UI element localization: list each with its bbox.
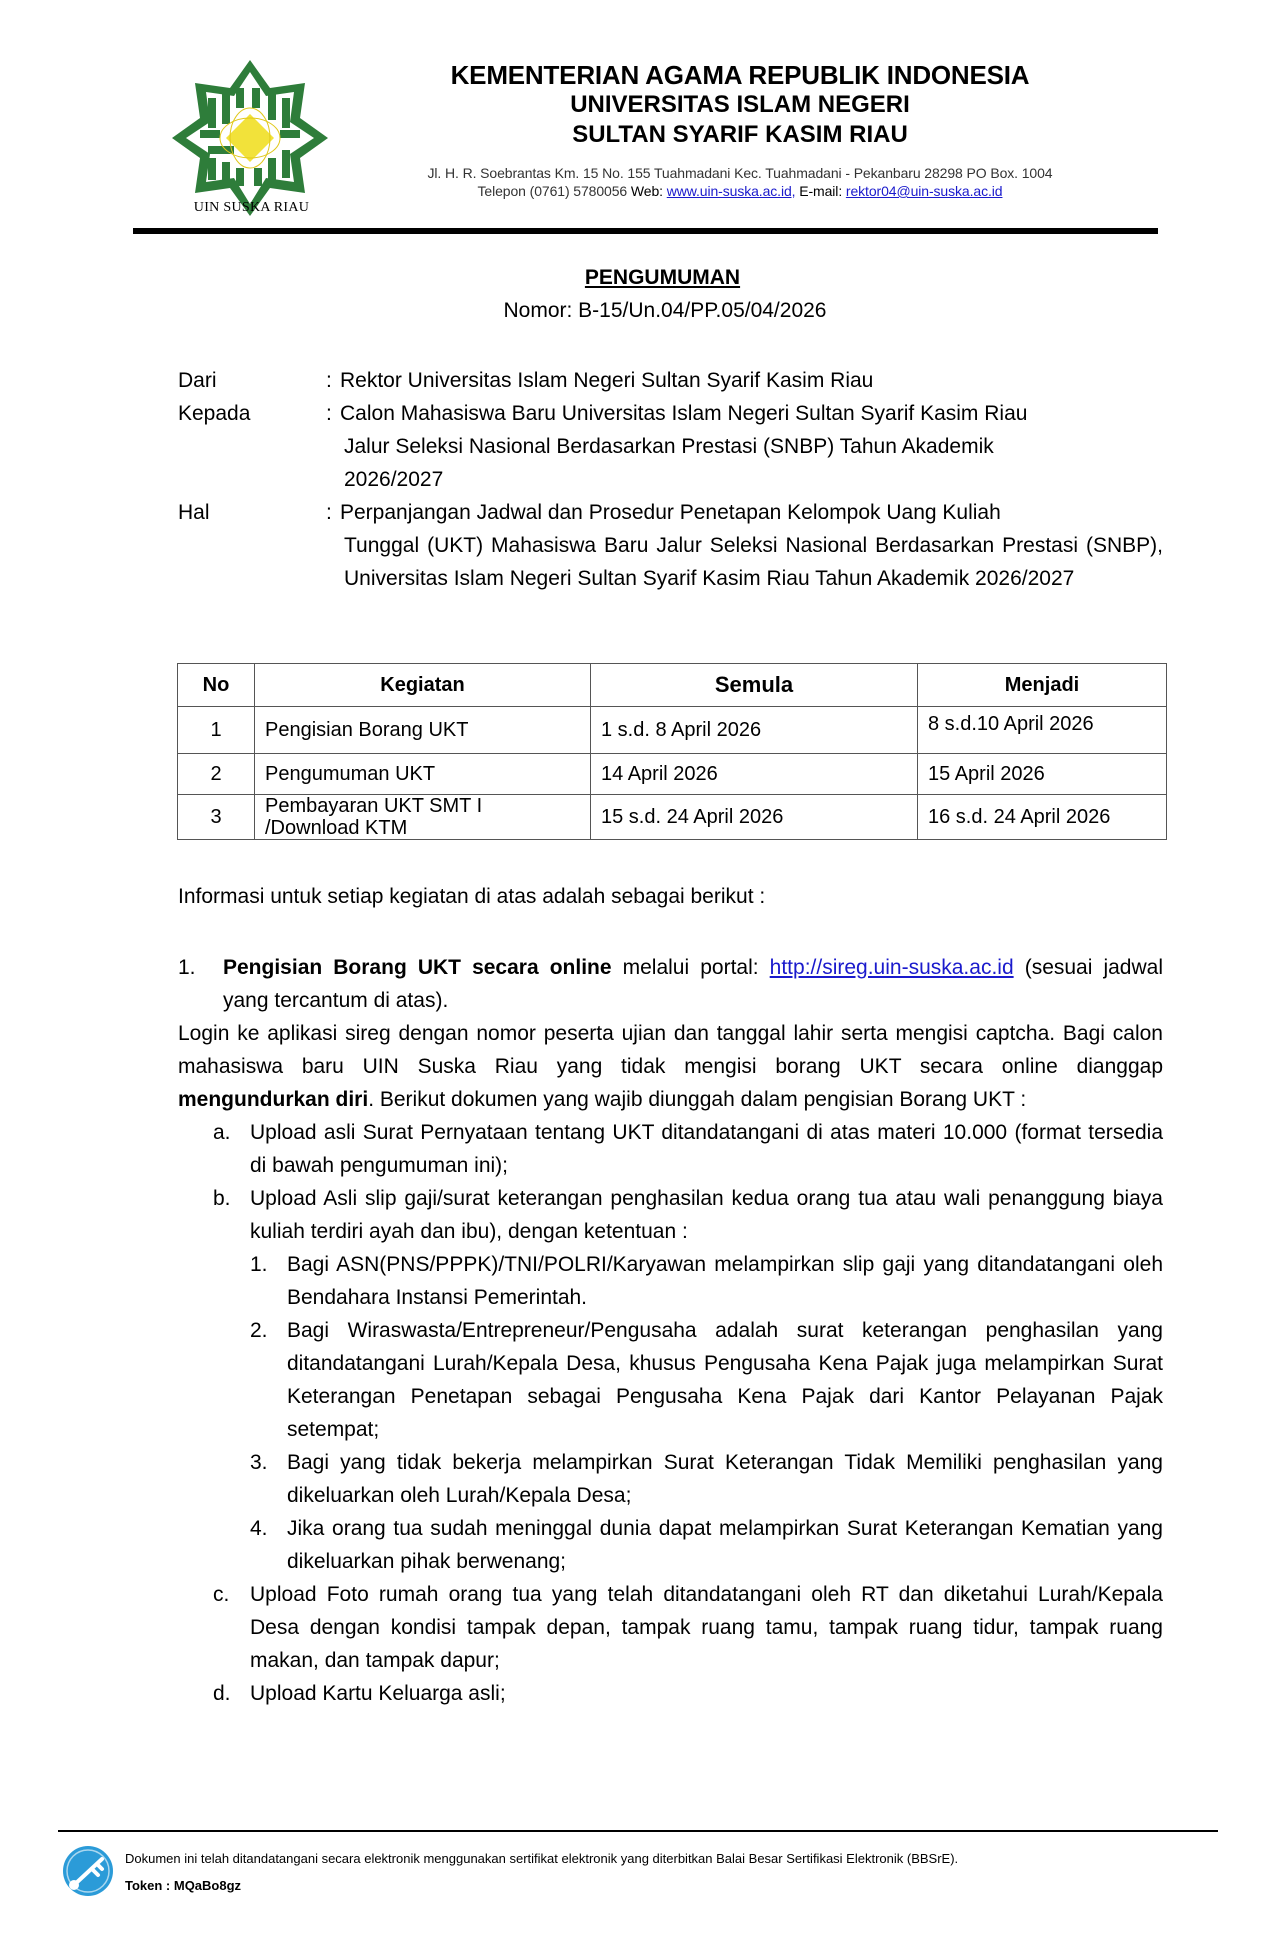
university-name-line1: UNIVERSITAS ISLAM NEGERI [570,91,910,118]
cell-activity [255,795,591,840]
meta-colon: : [326,369,332,392]
list-item [213,1182,1163,1578]
list-marker: b. [213,1187,231,1210]
meta-to-line3: 2026/2027 [344,468,444,491]
meta-subject [178,496,1163,595]
item-1-paragraph [178,1017,1163,1116]
meta-colon: : [326,501,332,524]
paragraph-text: Login ke aplikasi sireg dengan nomor peserta ujian dan tanggal lahir serta mengisi captcha. Bagi calon mahasiswa baru UIN Suska Riau yang tidak mengisi borang UKT secara online dianggap [178,1022,1163,1078]
column-header-no: No [178,664,255,707]
meta-subject-value [340,496,1163,595]
list-marker: a. [213,1121,231,1144]
table-row [178,795,1167,840]
meta-subject-line1: Perpanjangan Jadwal dan Prosedur Penetapan Kelompok Uang Kuliah [340,501,1001,524]
table-row [178,754,1167,795]
meta-from-value: Rektor Universitas Islam Negeri Sultan Syarif Kasim Riau [340,369,874,392]
paragraph-text: . Berikut dokumen yang wajib diunggah dalam pengisian Borang UKT : [368,1088,1027,1111]
sireg-portal-link[interactable]: http://sireg.uin-suska.ac.id [769,956,1014,979]
list-item-text: Upload Foto rumah orang tua yang telah ditandatangani oleh RT dan diketahui Lurah/Kepala Desa dengan kondisi tampak depan, tampak ruang tamu, tampak ruang tidur, tampak ruang makan, dan tampak dapur; [250,1583,1163,1672]
email-label: E-mail: [799,183,843,199]
email-link[interactable]: rektor04@uin-suska.ac.id [845,183,1003,199]
meta-subject-rest: Tunggal (UKT) Mahasiswa Baru Jalur Seleksi Nasional Berdasarkan Prestasi (SNBP), Universitas Islam Negeri Sultan Syarif Kasim Riau Tahun Akademik 2026/2027 [344,534,1163,590]
cell-new: 8 s.d.10 April 2026 [918,707,1167,754]
sub-list-item [250,1248,1163,1314]
meta-to-value [340,397,1163,496]
list-item-text: Upload Asli slip gaji/surat keterangan penghasilan kedua orang tua atau wali penanggung biaya kuliah terdiri ayah dan ibu), dengan ketentuan : [250,1187,1163,1243]
cell-activity: Pengumuman UKT [255,754,591,795]
meta-to-label: Kepada [178,402,251,425]
bsre-key-icon [62,1845,114,1897]
meta-colon: : [326,402,332,425]
logo-caption: UIN SUSKA RIAU [193,200,310,215]
list-marker: 4. [250,1517,268,1540]
list-marker: 3. [250,1451,268,1474]
list-item [213,1677,1163,1710]
university-name-line2: SULTAN SYARIF KASIM RIAU [572,121,908,148]
item-1-bold-lead: Pengisian Borang UKT secara online [223,956,612,979]
paragraph-bold: mengundurkan diri [178,1088,369,1111]
cell-no: 1 [178,707,255,754]
letterhead-divider [133,228,1158,234]
item-1-text [223,951,1163,1017]
website-link[interactable]: www.uin-suska.ac.id, [666,183,796,199]
sub-list-item [250,1512,1163,1578]
letterhead [340,60,1140,200]
table-row [178,707,1167,754]
meta-from [178,364,1163,397]
column-header-new: Menjadi [918,664,1167,707]
list-marker: c. [213,1583,230,1606]
meta-to-line2: Jalur Seleksi Nasional Berdasarkan Prestasi (SNBP) Tahun Akademik [344,435,994,458]
address-block [340,164,1140,200]
cell-original: 14 April 2026 [591,754,918,795]
cell-activity-line1: Pembayaran UKT SMT I [265,795,483,817]
footer-divider [58,1830,1218,1832]
ministry-name: KEMENTERIAN AGAMA REPUBLIK INDONESIA [450,60,1030,90]
meta-to [178,397,1163,496]
announcement-title: PENGUMUMAN [584,266,741,289]
sub-list-item [250,1314,1163,1446]
numbered-item-1 [178,951,1163,1017]
column-header-original: Semula [591,664,918,707]
list-marker: d. [213,1682,231,1705]
info-intro: Informasi untuk setiap kegiatan di atas adalah sebagai berikut : [178,885,766,908]
meta-from-label: Dari [178,369,217,392]
column-header-activity: Kegiatan [255,664,591,707]
cell-no: 3 [178,795,255,840]
phone: Telepon (0761) 5780056 [477,183,628,199]
contact-line [340,182,1140,200]
document-list [213,1116,1163,1710]
cell-new: 16 s.d. 24 April 2026 [918,795,1167,840]
cell-activity: Pengisian Borang UKT [255,707,591,754]
item-1-text-end: (sesuai jadwal yang tercantum di atas). [223,956,1164,1012]
list-item [213,1578,1163,1677]
cell-new: 15 April 2026 [918,754,1167,795]
list-marker: 1. [250,1253,268,1276]
cell-original: 15 s.d. 24 April 2026 [591,795,918,840]
address: Jl. H. R. Soebrantas Km. 15 No. 155 Tuahmadani Kec. Tuahmadani - Pekanbaru 28298 PO Box. 1004 [427,165,1053,181]
list-marker: 1. [178,956,196,979]
web-label: Web: [630,183,663,199]
list-item-body [250,1182,1163,1578]
sub-list-item-text: Bagi ASN(PNS/PPPK)/TNI/POLRI/Karyawan melampirkan slip gaji yang ditandatangani oleh Bendahara Instansi Pemerintah. [287,1253,1163,1309]
table-header-row [178,664,1167,707]
list-marker: 2. [250,1319,268,1342]
sub-list [250,1248,1163,1578]
verification-token: Token : MQaBo8gz [125,1878,242,1893]
schedule-table [177,663,1167,840]
list-item [213,1116,1163,1182]
announcement-number: Nomor: B-15/Un.04/PP.05/04/2026 [503,299,827,322]
sub-list-item-text: Jika orang tua sudah meninggal dunia dapat melampirkan Surat Keterangan Kematian yang dikeluarkan pihak berwenang; [287,1517,1163,1573]
item-1-text-after: melalui portal: [611,956,770,979]
sub-list-item-text: Bagi yang tidak bekerja melampirkan Surat Keterangan Tidak Memiliki penghasilan yang dikeluarkan oleh Lurah/Kepala Desa; [287,1451,1163,1507]
university-logo-icon [170,58,330,218]
e-signature-statement: Dokumen ini telah ditandatangani secara elektronik menggunakan sertifikat elektronik yang diterbitkan Balai Besar Sertifikasi Elektronik (BBSrE). [125,1851,959,1866]
meta-to-line1: Calon Mahasiswa Baru Universitas Islam Negeri Sultan Syarif Kasim Riau [340,402,1028,425]
cell-original: 1 s.d. 8 April 2026 [591,707,918,754]
list-item-text: Upload Kartu Keluarga asli; [250,1682,506,1705]
announcement-body [178,951,1163,1710]
letter-meta [178,364,1163,595]
cell-no: 2 [178,754,255,795]
sub-list-item [250,1446,1163,1512]
meta-subject-label: Hal [178,501,210,524]
cell-activity-line2: /Download KTM [265,817,408,839]
list-item-text: Upload asli Surat Pernyataan tentang UKT ditandatangani di atas materi 10.000 (format tersedia di bawah pengumuman ini); [250,1121,1163,1177]
sub-list-item-text: Bagi Wiraswasta/Entrepreneur/Pengusaha adalah surat keterangan penghasilan yang ditandatangani Lurah/Kepala Desa, khusus Pengusaha Kena Pajak juga melampirkan Surat Keterangan Penetapan sebagai Pengusaha Kena Pajak dari Kantor Pelayanan Pajak setempat; [287,1319,1163,1441]
